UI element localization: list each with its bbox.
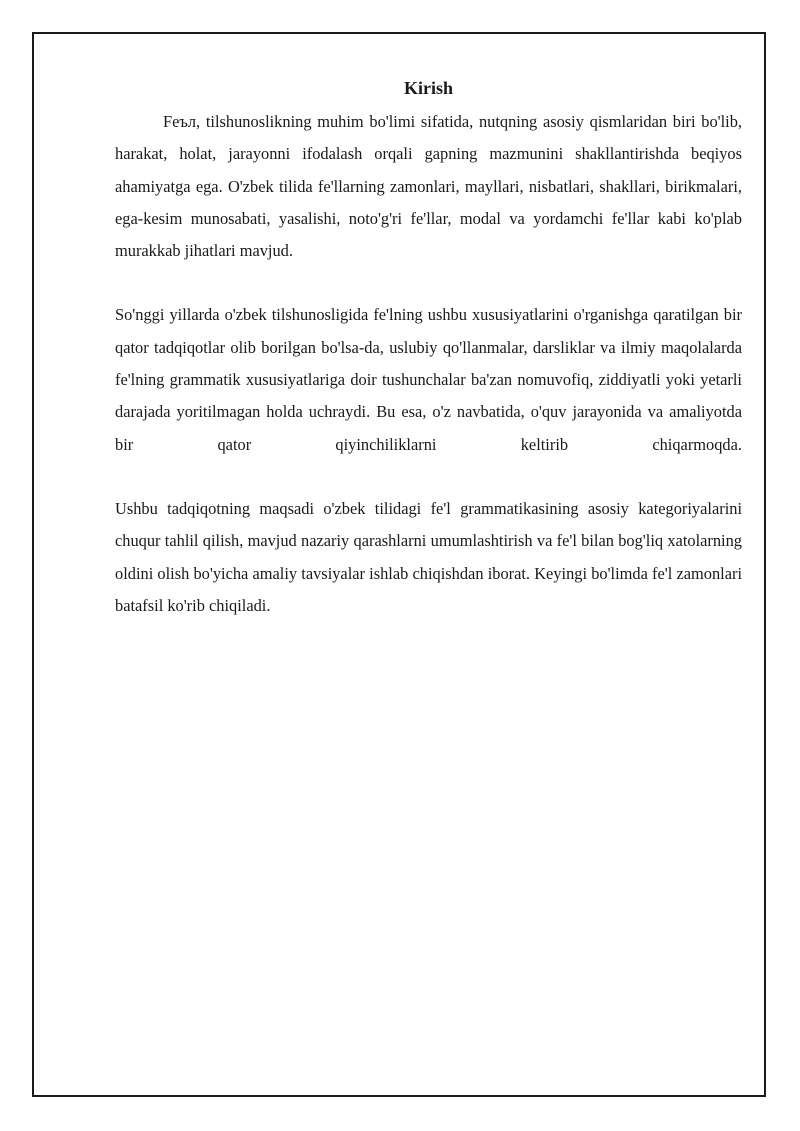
paragraph-problem: So'nggi yillarda o'zbek tilshunosligida fe'lning ushbu xususiyatlarini o'rganishga qaratilgan bir qator tadqiqotlar olib borilgan bo'lsa-da, uslubiy qo'llanmalar, darsliklar va ilmiy maqolalarda fe'lning grammatik xususiyatlariga doir tushunchalar ba'zan nomuvofiq, ziddiyatli yoki yetarli darajada yoritilmagan holda uchraydi. Bu esa, o'z navbatida, o'quv jarayonida va amaliyotda bir qator qiyinchiliklarni keltirib chiqarmoqda. xyxy=(115,305,742,454)
paragraph-goal: Ushbu tadqiqotning maqsadi o'zbek tilidagi fe'l grammatikasining asosiy kategoriyalarini chuqur tahlil qilish, mavjud nazariy qarashlarni umumlashtirish va fe'l bilan bog'liq xatolarning oldini olish bo'yicha amaliy tavsiyalar ishlab chiqishdan iborat. Keyingi bo'limda fe'l zamonlari batafsil ko'rib chiqiladi. xyxy=(115,498,742,615)
document-body xyxy=(115,76,742,622)
paragraph-intro: Feъл, tilshunoslikning muhim bo'limi sifatida, nutqning asosiy qismlaridan biri bo'lib, harakat, holat, jarayonni ifodalash orqali gapning mazmunini shakllantirishda beqiyos ahamiyatga ega. O'zbek tilida fe'llarning zamonlari, mayllari, nisbatlari, shakllari, birikmalari, ega-kesim munosabati, yasalishi, noto'g'ri fe'llar, modal va yordamchi fe'llar kabi ko'plab murakkab jihatlari mavjud. xyxy=(115,112,742,261)
section-title: Kirish xyxy=(403,78,453,98)
